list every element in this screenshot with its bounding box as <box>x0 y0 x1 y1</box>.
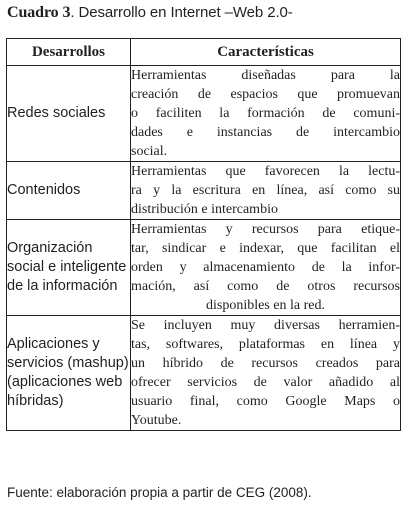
characteristics-cell <box>131 162 401 220</box>
text-line: tar, sindicar e indexar, que facilitan el <box>131 241 400 256</box>
caption-label: Cuadro 3 <box>7 4 71 21</box>
characteristics-cell <box>131 220 401 316</box>
table-row <box>7 162 401 220</box>
developments-table <box>6 38 401 431</box>
caption-title: . Desarrollo en Internet –Web 2.0- <box>70 4 293 21</box>
text-line: dades e instancias de intercambio <box>131 125 400 140</box>
table-row <box>7 66 401 162</box>
text-line: Se incluyen muy diversas herramien- <box>131 318 400 333</box>
characteristics-cell <box>131 66 401 162</box>
text-line: un híbrido de recursos creados para <box>131 356 400 371</box>
text-line: orden y almacenamiento de la infor- <box>131 260 400 275</box>
table-header-row <box>7 39 401 66</box>
table-caption <box>7 4 293 22</box>
text-line: Herramientas que favorecen la lectu- <box>131 164 400 179</box>
header-characteristics: Características <box>131 39 401 66</box>
development-cell: Redes sociales <box>7 66 131 162</box>
text-line: Herramientas y recursos para etique- <box>131 222 400 237</box>
development-cell: Aplicaciones y servicios (mashup) (aplicaciones web híbridas) <box>7 316 131 431</box>
text-line: Youtube. <box>131 413 182 428</box>
text-line: distribución e intercambio <box>131 202 278 217</box>
header-developments: Desarrollos <box>7 39 131 66</box>
text-line: disponibles en la red. <box>206 298 325 313</box>
development-cell: Organización social e inteligente de la información <box>7 220 131 316</box>
text-line: o faciliten la formación de comuni- <box>131 106 400 121</box>
text-line: usuario final, como Google Maps o <box>131 394 400 409</box>
source-note: Fuente: elaboración propia a partir de CEG (2008). <box>7 485 312 500</box>
text-line: Herramientas diseñadas para la <box>131 68 400 83</box>
text-line: tas, softwares, plataformas en línea y <box>131 337 400 352</box>
text-line: creación de espacios que promuevan <box>131 87 400 102</box>
table-row <box>7 316 401 431</box>
characteristics-cell <box>131 316 401 431</box>
text-line: social. <box>131 144 168 159</box>
text-line: ofrecer servicios de valor añadido al <box>131 375 400 390</box>
text-line: mación, así como de otros recursos <box>131 279 400 294</box>
text-line: ra y la escritura en línea, así como su <box>131 183 400 198</box>
table-row <box>7 220 401 316</box>
development-cell: Contenidos <box>7 162 131 220</box>
